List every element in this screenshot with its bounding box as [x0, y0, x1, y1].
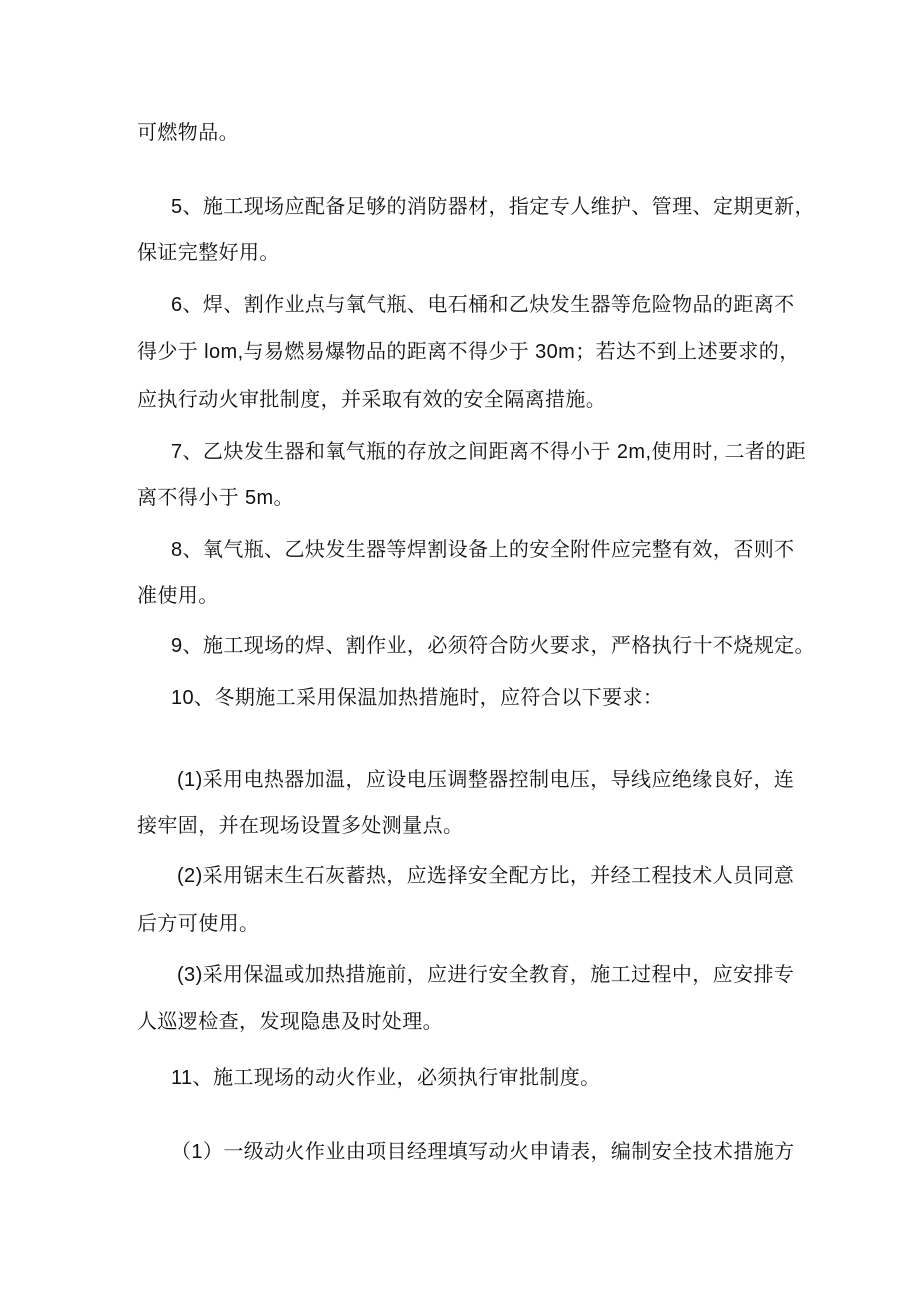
item-9-line: 9、施工现场的焊、割作业，必须符合防火要求，严格执行十不烧规定。	[171, 635, 815, 657]
item-11-line: 11、施工现场的动火作业，必须执行审批制度。	[171, 1067, 601, 1089]
item-5-line: 5、施工现场应配备足够的消防器材，指定专人维护、管理、定期更新，	[171, 196, 815, 218]
item-6-line: 应执行动火审批制度，并采取有效的安全隔离措施。	[137, 389, 607, 411]
item-7-line: 离不得小于 5m。	[137, 487, 294, 509]
item-11-sub-1-line: （1）一级动火作业由项目经理填写动火申请表，编制安全技术措施方	[171, 1141, 795, 1163]
sub-item-1-line: (1)采用电热器加温，应设电压调整器控制电压，导线应绝缘良好，连	[177, 769, 795, 791]
item-5-line: 保证完整好用。	[137, 242, 280, 264]
sub-item-1-line: 接牢固，并在现场设置多处测量点。	[137, 815, 464, 837]
item-10-line: 10、冬期施工采用保温加热措施时，应符合以下要求：	[171, 687, 664, 709]
sub-item-3-line: (3)采用保温或加热措施前，应进行安全教育，施工过程中，应安排专	[177, 964, 795, 986]
item-6-line: 得少于 lom,与易燃易爆物品的距离不得少于 30m；若达不到上述要求的，	[137, 341, 800, 363]
sub-item-2-line: 后方可使用。	[137, 913, 260, 935]
sub-item-2-line: (2)采用锯末生石灰蓄热，应选择安全配方比，并经工程技术人员同意	[177, 865, 795, 887]
sub-item-3-line: 人巡逻检查，发现隐患及时处理。	[137, 1011, 443, 1033]
item-7-line: 7、乙炔发生器和氧气瓶的存放之间距离不得小于 2m,使用时, 二者的距	[171, 441, 807, 463]
item-8-line: 准使用。	[137, 585, 219, 607]
item-6-line: 6、焊、割作业点与氧气瓶、电石桶和乙炔发生器等危险物品的距离不	[171, 294, 795, 316]
paragraph-line: 可燃物品。	[137, 122, 239, 144]
item-8-line: 8、氧气瓶、乙炔发生器等焊割设备上的安全附件应完整有效，否则不	[171, 539, 795, 561]
